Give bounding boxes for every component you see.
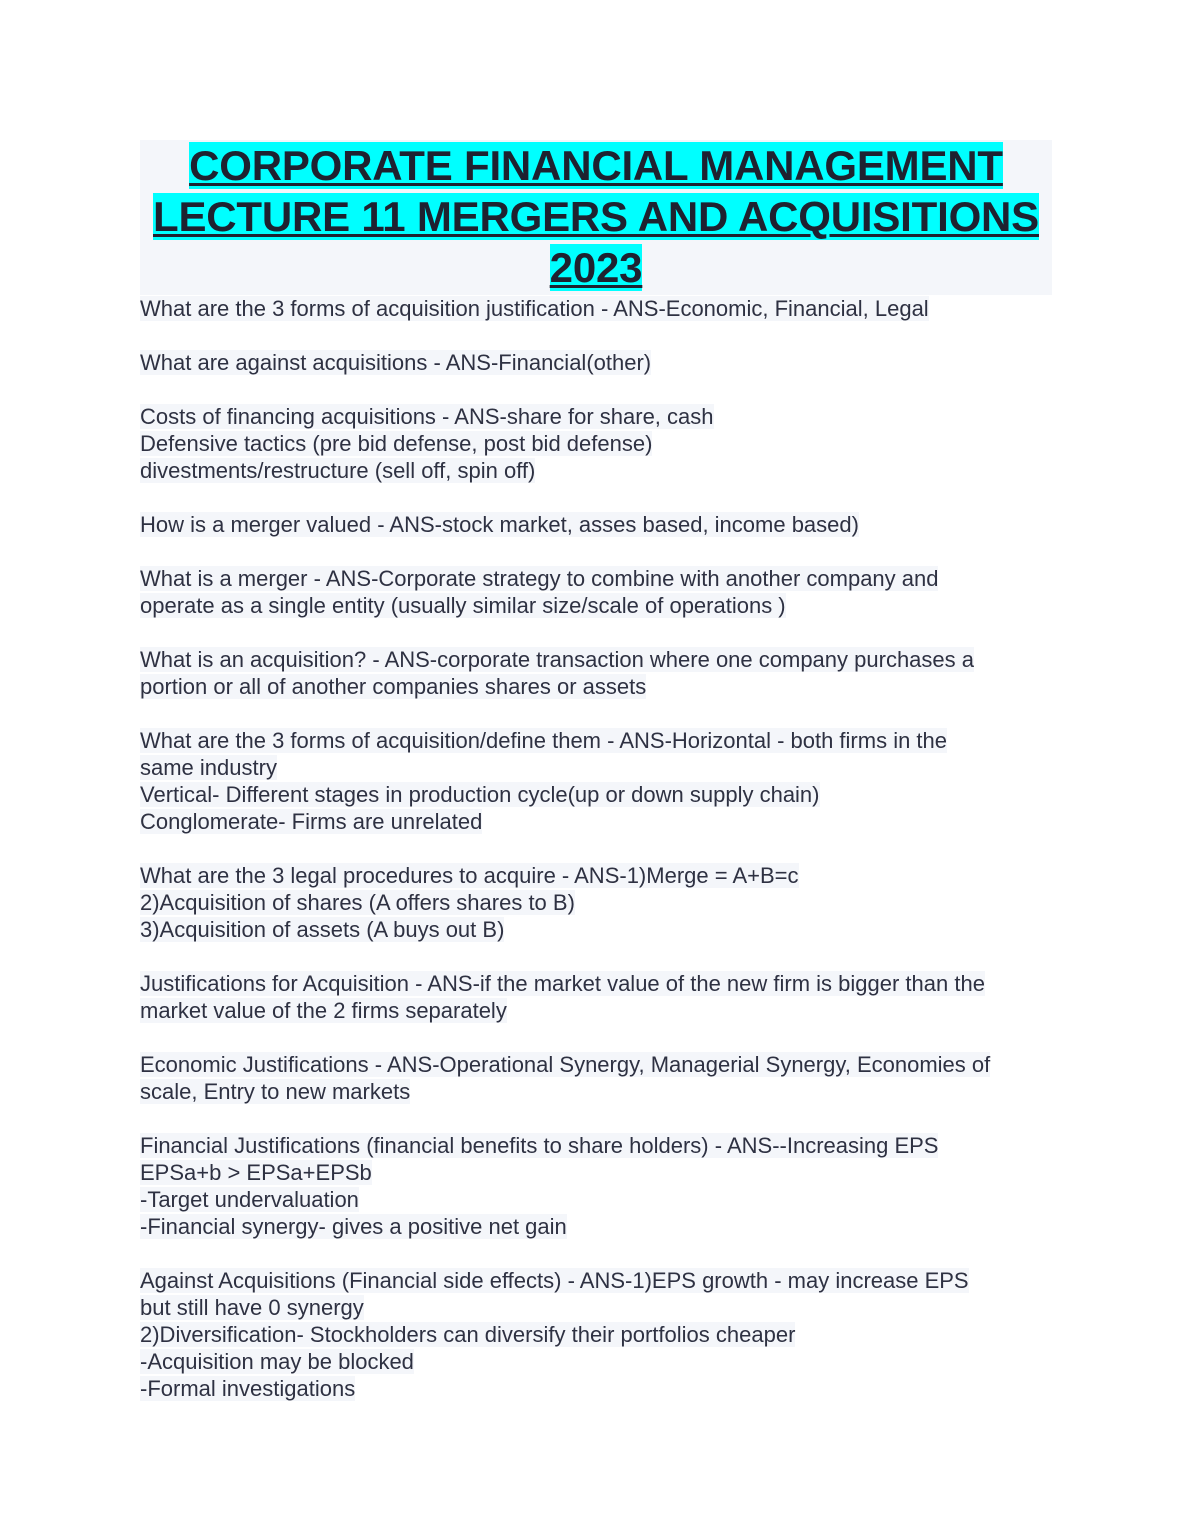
title-line: LECTURE 11 MERGERS AND ACQUISITIONS (153, 193, 1039, 240)
qa-text-line: Economic Justifications - ANS-Operational Synergy, Managerial Synergy, Economies of (140, 1052, 991, 1077)
qa-entry (140, 1051, 1052, 1105)
qa-text-line: -Financial synergy- gives a positive net gain (140, 1214, 567, 1239)
qa-text-line: Conglomerate- Firms are unrelated (140, 809, 483, 834)
qa-text-line: What are the 3 legal procedures to acquire - ANS-1)Merge = A+B=c (140, 863, 799, 888)
qa-text-line: -Target undervaluation (140, 1187, 359, 1212)
qa-entry (140, 349, 1052, 376)
qa-text-line: but still have 0 synergy (140, 1295, 364, 1320)
qa-entry (140, 646, 1052, 700)
qa-entry (140, 1267, 1052, 1402)
title-line: 2023 (549, 244, 643, 291)
document-page (140, 140, 1052, 1402)
qa-text-line: What are against acquisitions - ANS-Financial(other) (140, 350, 652, 375)
qa-text-line: What is a merger - ANS-Corporate strategy to combine with another company and (140, 566, 939, 591)
qa-text-line: Against Acquisitions (Financial side effects) - ANS-1)EPS growth - may increase EPS (140, 1268, 969, 1293)
document-title (140, 140, 1052, 295)
qa-list (140, 295, 1052, 1402)
qa-entry (140, 1132, 1052, 1240)
qa-text-line: EPSa+b > EPSa+EPSb (140, 1160, 372, 1185)
qa-text-line: Defensive tactics (pre bid defense, post bid defense) (140, 431, 653, 456)
qa-text-line: What are the 3 forms of acquisition/define them - ANS-Horizontal - both firms in the (140, 728, 948, 753)
qa-entry (140, 970, 1052, 1024)
qa-entry (140, 862, 1052, 943)
qa-text-line: What is an acquisition? - ANS-corporate transaction where one company purchases a (140, 647, 974, 672)
qa-entry (140, 565, 1052, 619)
qa-text-line: 2)Acquisition of shares (A offers shares to B) (140, 890, 575, 915)
qa-text-line: scale, Entry to new markets (140, 1079, 411, 1104)
qa-text-line: Justifications for Acquisition - ANS-if the market value of the new firm is bigger than the (140, 971, 985, 996)
qa-entry (140, 295, 1052, 322)
qa-entry (140, 403, 1052, 484)
qa-text-line: market value of the 2 firms separately (140, 998, 507, 1023)
qa-entry (140, 727, 1052, 835)
qa-text-line: -Formal investigations (140, 1376, 356, 1401)
qa-text-line: 2)Diversification- Stockholders can diversify their portfolios cheaper (140, 1322, 796, 1347)
qa-text-line: -Acquisition may be blocked (140, 1349, 414, 1374)
qa-text-line: portion or all of another companies shares or assets (140, 674, 647, 699)
qa-text-line: operate as a single entity (usually similar size/scale of operations ) (140, 593, 786, 618)
qa-text-line: Vertical- Different stages in production cycle(up or down supply chain) (140, 782, 820, 807)
qa-text-line: What are the 3 forms of acquisition justification - ANS-Economic, Financial, Legal (140, 296, 929, 321)
qa-text-line: How is a merger valued - ANS-stock market, asses based, income based) (140, 512, 859, 537)
qa-text-line: Financial Justifications (financial benefits to share holders) - ANS--Increasing EPS (140, 1133, 939, 1158)
qa-text-line: same industry (140, 755, 277, 780)
qa-entry (140, 511, 1052, 538)
qa-text-line: 3)Acquisition of assets (A buys out B) (140, 917, 505, 942)
qa-text-line: Costs of financing acquisitions - ANS-share for share, cash (140, 404, 714, 429)
qa-text-line: divestments/restructure (sell off, spin off) (140, 458, 536, 483)
title-line: CORPORATE FINANCIAL MANAGEMENT (189, 142, 1003, 189)
